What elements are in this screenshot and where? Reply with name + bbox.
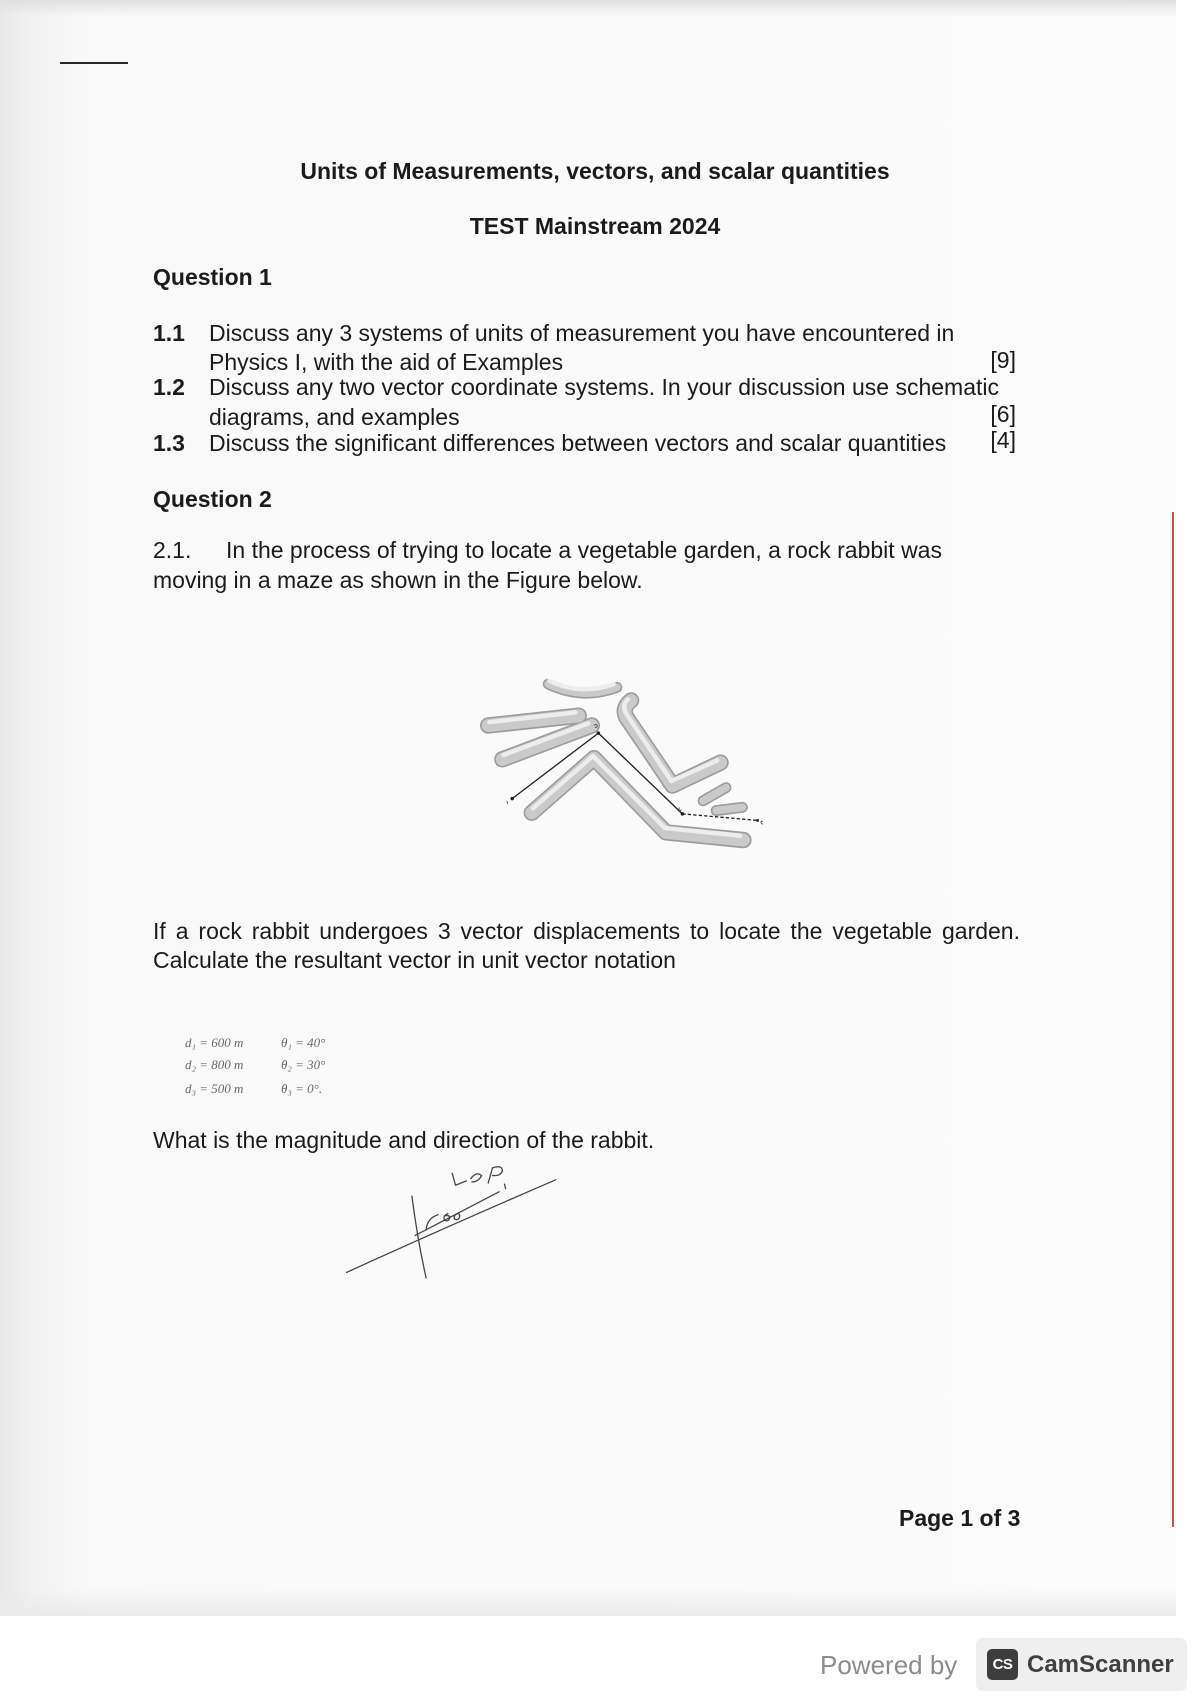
item-2-1-intro-line-1: In the process of trying to locate a vegetable garden, a rock rabbit was: [226, 537, 942, 563]
camscanner-logo: [976, 1638, 1187, 1691]
item-1-2-number: 1.2: [153, 374, 185, 400]
sketch-scribble: [452, 1173, 466, 1185]
page-title: Units of Measurements, vectors, and scalar quantities: [300, 158, 890, 184]
item-1-2-line-2: diagrams, and examples: [209, 404, 460, 430]
sketch-long-line: [347, 1180, 556, 1273]
given-theta2: θ₂ = 30°: [281, 1057, 326, 1072]
item-1-1-line-1: Discuss any 3 systems of units of measurement you have encountered in: [209, 320, 955, 346]
item-2-1-task-line-2: Calculate the resultant vector in unit vector notation: [153, 947, 676, 973]
powered-by-text: Powered by: [820, 1650, 958, 1680]
sketch-angle-arc: [426, 1215, 438, 1230]
item-2-1-task-line-1: If a rock rabbit undergoes 3 vector displacements to locate the vegetable garden.: [153, 918, 1020, 944]
given-d2: d₂ = 800 m: [185, 1057, 244, 1072]
scan-top-shadow: [0, 0, 1176, 16]
item-1-1-marks: [9]: [990, 347, 1016, 373]
sketch-scribble: [454, 1213, 460, 1219]
point-a: [597, 731, 600, 734]
item-2-1-intro-line-2: moving in a maze as shown in the Figure below.: [153, 567, 643, 593]
point-b: [681, 812, 684, 815]
item-1-2-marks: [6]: [990, 401, 1016, 427]
test-subtitle: TEST Mainstream 2024: [469, 213, 721, 239]
given-theta3: θ₃ = 0°.: [281, 1081, 323, 1096]
sketch-scribble: [488, 1167, 502, 1183]
item-2-1-number: 2.1.: [153, 537, 192, 563]
item-1-1-line-2: Physics I, with the aid of Examples: [209, 349, 564, 375]
item-1-3-line-1: Discuss the significant differences between vectors and scalar quantities: [209, 430, 947, 456]
camscanner-brand: CamScanner: [1027, 1651, 1174, 1678]
given-d3: d₃ = 500 m: [185, 1081, 244, 1096]
question-2-prompt: What is the magnitude and direction of the rabbit.: [153, 1127, 655, 1153]
sketch-scribble: [471, 1174, 482, 1182]
question-1-heading: Question 1: [153, 264, 272, 290]
item-1-2-line-1: Discuss any two vector coordinate systems. In your discussion use schematic: [209, 374, 999, 400]
camscanner-icon: CS: [987, 1649, 1018, 1680]
given-d1: d₁ = 600 m: [185, 1035, 244, 1050]
item-1-1-number: 1.1: [153, 320, 185, 346]
item-1-3-number: 1.3: [153, 430, 185, 456]
start-point: [510, 797, 513, 800]
item-1-3-marks: [4]: [990, 427, 1016, 453]
top-rule: [60, 62, 128, 64]
question-2-heading: Question 2: [153, 486, 272, 512]
scan-bottom-shadow: [0, 1588, 1176, 1616]
page-number: Page 1 of 3: [899, 1505, 1021, 1531]
given-theta1: θ₁ = 40°: [281, 1035, 326, 1050]
handwritten-sketch: [340, 1160, 571, 1289]
sketch-scribble: [505, 1184, 506, 1188]
maze-figure: [474, 672, 774, 863]
page-edge-line: [1172, 512, 1174, 1527]
point-c: [756, 819, 759, 822]
